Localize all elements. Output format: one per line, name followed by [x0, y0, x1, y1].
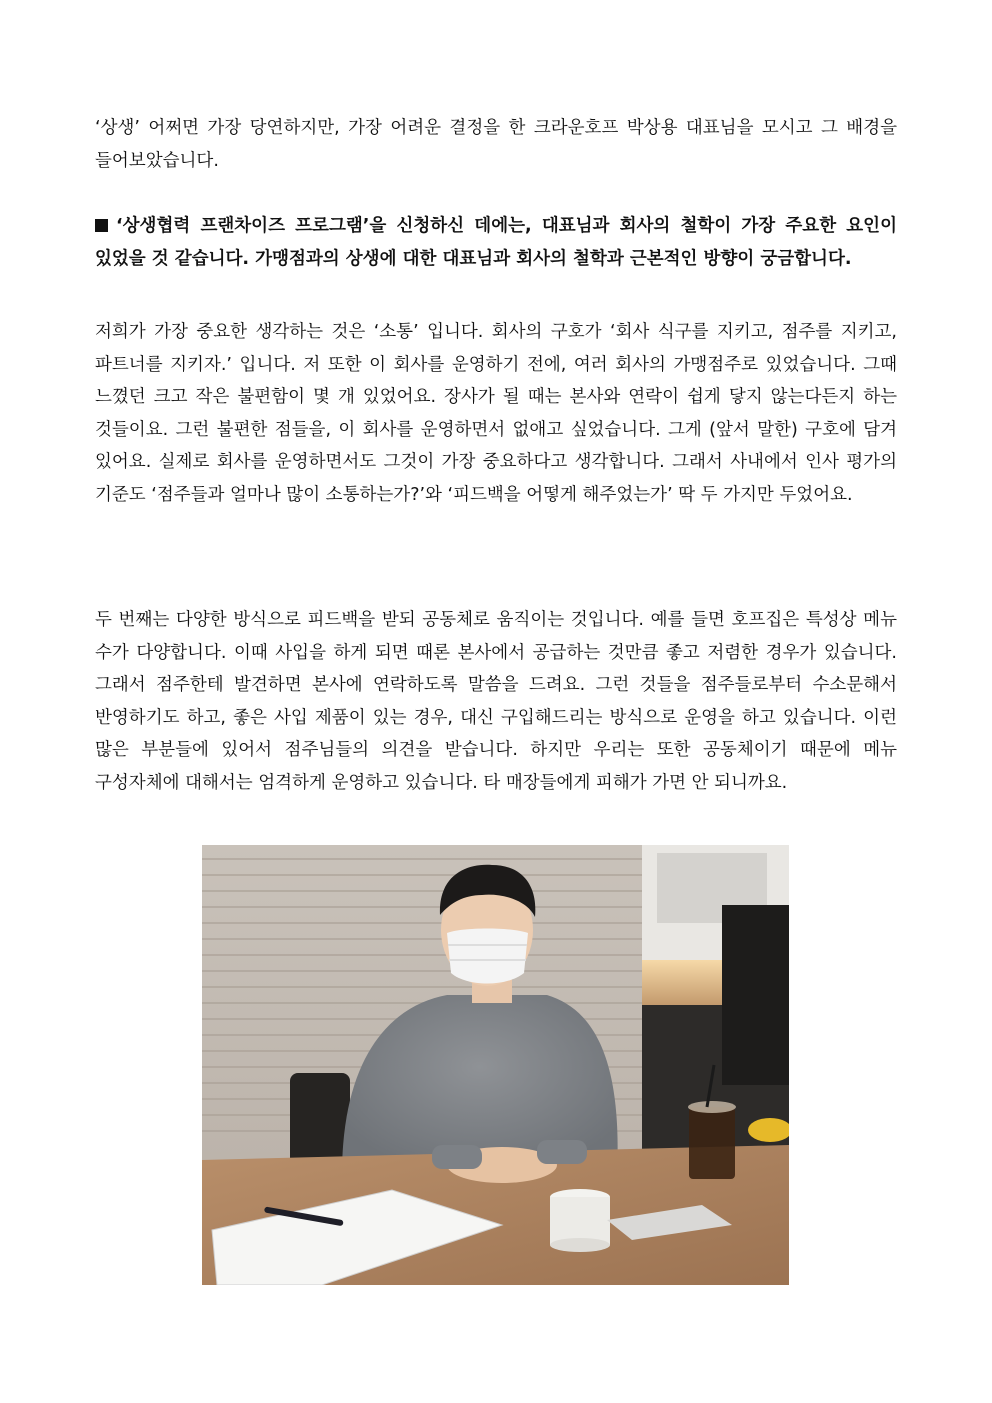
interview-question: [95, 210, 897, 275]
question-text: ‘상생협력 프랜차이즈 프로그램’을 신청하신 데에는, 대표님과 회사의 철학이 가장 주요한 요인이 있었을 것 같습니다. 가맹점과의 상생에 대한 대표님과 회사의 철학과 근본적인 방향이 궁금합니다.: [95, 216, 897, 269]
answer-paragraph-1: 저희가 가장 중요한 생각하는 것은 ‘소통’ 입니다. 회사의 구호가 ‘회사 식구를 지키고, 점주를 지키고, 파트너를 지키자.’ 입니다. 저 또한 이 회사를 운영하기 전에, 여러 회사의 가맹점주로 있었습니다. 그때 느꼈던 크고 작은 불편함이 몇 개 있었어요. 장사가 될 때는 본사와 연락이 쉽게 닿지 않는다든지 하는 것들이요. 그런 불편한 점들을, 이 회사를 운영하면서 없애고 싶었습니다. 그게 (앞서 말한) 구호에 담겨 있어요. 실제로 회사를 운영하면서도 그것이 가장 중요하다고 생각합니다. 그래서 사내에서 인사 평가의 기준도 ‘점주들과 얼마나 많이 소통하는가?’와 ‘피드백을 어떻게 해주었는가’ 딱 두 가지만 두었어요.: [95, 322, 897, 505]
interview-photo: [202, 845, 789, 1285]
question-block: [95, 210, 897, 275]
square-bullet-icon: [95, 219, 108, 232]
answer1-block: [95, 316, 897, 511]
intro-paragraph: ‘상생’ 어쩌면 가장 당연하지만, 가장 어려운 결정을 한 크라운호프 박상용 대표님을 모시고 그 배경을 들어보았습니다.: [95, 118, 897, 171]
intro-block: [95, 112, 897, 177]
answer-paragraph-2: 두 번째는 다양한 방식으로 피드백을 받되 공동체로 움직이는 것입니다. 예를 들면 호프집은 특성상 메뉴 수가 다양합니다. 이때 사입을 하게 되면 때론 본사에서 공급하는 것만큼 좋고 저렴한 경우가 있습니다. 그래서 점주한테 발견하면 본사에 연락하도록 말씀을 드려요. 그런 것들을 점주들로부터 수소문해서 반영하기도 하고, 좋은 사입 제품이 있는 경우, 대신 구입해드리는 방식으로 운영을 하고 있습니다. 이런 많은 부분들에 있어서 점주님들의 의견을 받습니다. 하지만 우리는 또한 공동체이기 때문에 메뉴 구성자체에 대해서는 엄격하게 운영하고 있습니다. 타 매장들에게 피해가 가면 안 되니까요.: [95, 610, 897, 793]
answer2-block: [95, 604, 897, 799]
